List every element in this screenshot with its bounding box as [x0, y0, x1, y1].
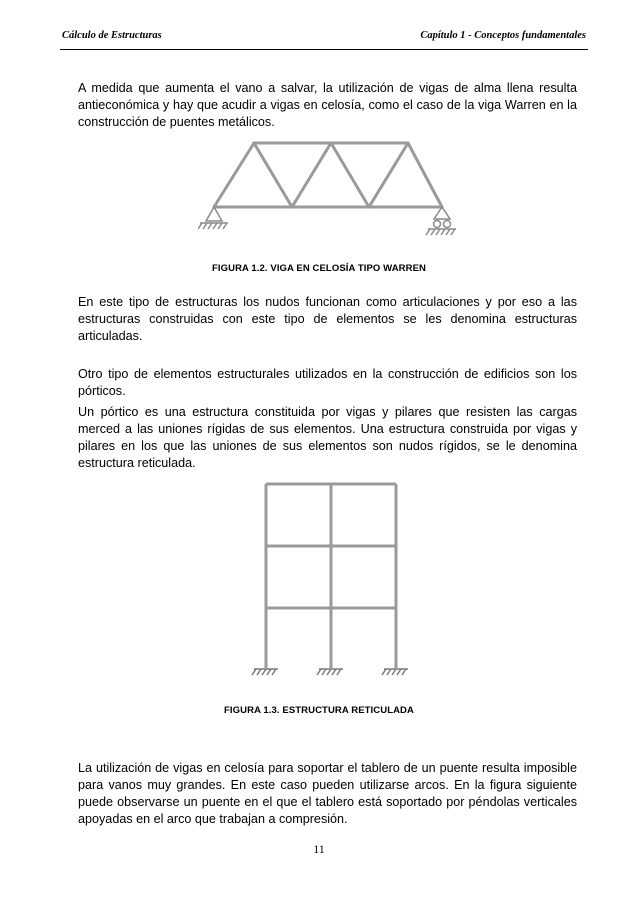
figure-caption-warren: FIGURA 1.2. VIGA EN CELOSÍA TIPO WARREN: [212, 263, 426, 274]
fixed-supports: [252, 669, 408, 675]
header-left: Cálculo de Estructuras: [62, 30, 162, 41]
paragraph-2: En este tipo de estructuras los nudos funcionan como articulaciones y por eso a las estructuras construidas con este tipo de elementos se les denomina estructuras articuladas.: [78, 295, 577, 343]
truss-diagonals: [214, 143, 442, 207]
paragraph-5: La utilización de vigas en celosía para soportar el tablero de un puente resulta imposible para vanos muy grandes. En este caso pueden utilizarse arcos. En la figura siguiente puede observarse un puente en el que el tablero está soportado por péndolas verticales apoyadas en el arco que trabajan a compresión.: [78, 761, 577, 826]
figure-caption-frame: FIGURA 1.3. ESTRUCTURA RETICULADA: [224, 705, 414, 716]
warren-truss-figure: [198, 135, 462, 240]
pinned-support: [198, 207, 228, 229]
header-right: Capítulo 1 - Conceptos fundamentales: [420, 30, 586, 41]
paragraph-3: Otro tipo de elementos estructurales utilizados en la construcción de edificios son los pórticos.: [78, 367, 577, 398]
rigid-frame-figure: [248, 478, 418, 684]
paragraph-4: Un pórtico es una estructura constituida por vigas y pilares que resisten las cargas merced a las uniones rígidas de sus elementos. Una estructura construida por vigas y pilares en los que las uniones de sus elementos son nudos rígidos, se le denomina estructura reticulada.: [78, 405, 577, 470]
header-rule: [60, 49, 588, 50]
paragraph-1: A medida que aumenta el vano a salvar, la utilización de vigas de alma llena resulta antieconómica y hay que acudir a vigas en celosía, como el caso de la viga Warren en la construcción de puentes metálicos.: [78, 81, 577, 129]
page-number: 11: [313, 842, 325, 856]
roller-support: [426, 207, 456, 235]
